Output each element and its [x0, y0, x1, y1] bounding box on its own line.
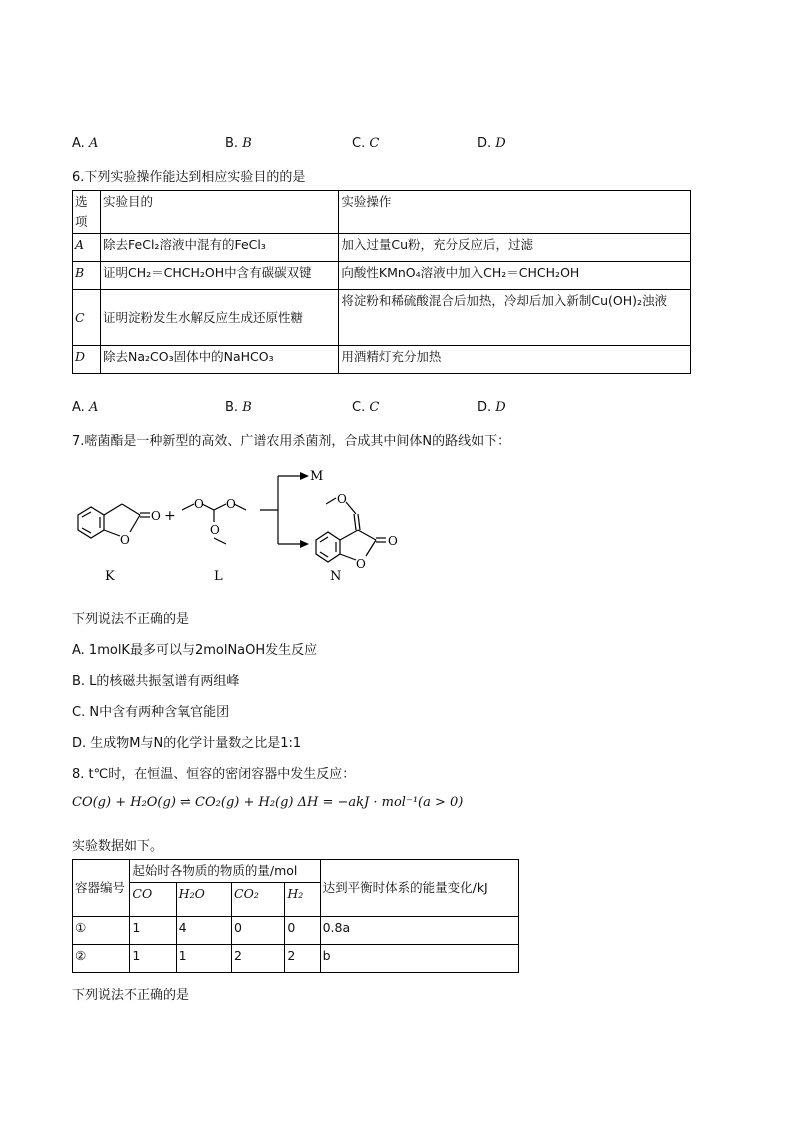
q6-option-d[interactable]: D. D	[477, 400, 506, 415]
l-oxygen-bottom: O	[210, 523, 220, 537]
row-option: D	[75, 349, 86, 364]
n-carbonyl-oxygen: O	[388, 534, 398, 548]
q8-equation: CO(g) + H₂O(g) ⇌ CO₂(g) + H₂(g) ΔH = −akJ · mol⁻¹(a > 0)	[72, 795, 464, 810]
q7-option-d[interactable]: D. 生成物M与N的化学计量数之比是1:1	[72, 736, 302, 751]
q5-option-c[interactable]: C. C	[352, 136, 380, 151]
row-goal: 除去FeCl₂溶液中混有的FeCl₃	[101, 234, 339, 262]
q7-reaction-scheme	[60, 458, 460, 590]
q7-ask: 下列说法不正确的是	[72, 612, 190, 627]
container-id: ②	[73, 945, 130, 973]
k-carbonyl-oxygen: O	[151, 509, 161, 523]
q7-option-b[interactable]: B. L的核磁共振氢谱有两组峰	[72, 674, 240, 689]
q5-option-d[interactable]: D. D	[477, 136, 506, 151]
cell-co: 1	[130, 917, 176, 945]
row-goal: 除去Na₂CO₃固体中的NaHCO₃	[101, 346, 339, 374]
header-energy-change: 达到平衡时体系的能量变化/kJ	[320, 860, 518, 917]
k-ring-oxygen: O	[120, 533, 130, 547]
q5-option-b[interactable]: B. B	[225, 136, 252, 151]
q6-stem: 6.下列实验操作能达到相应实验目的的是	[72, 170, 306, 185]
plus-sign: +	[164, 508, 176, 524]
table-row	[73, 262, 691, 290]
species-co: CO	[132, 886, 153, 901]
table-row	[73, 945, 519, 973]
row-option: A	[75, 237, 85, 252]
cell-h2: 0	[285, 917, 320, 945]
product-m-label: M	[310, 469, 324, 484]
q8-stem: 8. t℃时，在恒温、恒容的密闭容器中发生反应：	[72, 767, 356, 782]
table-row	[73, 290, 691, 346]
compound-k-label: K	[105, 569, 115, 584]
header-start-amount: 起始时各物质的物质的量/mol	[130, 860, 320, 883]
q6-option-b[interactable]: B. B	[225, 400, 252, 415]
q8-ask: 下列说法不正确的是	[72, 988, 190, 1003]
row-goal: 证明CH₂＝CHCH₂OH中含有碳碳双键	[101, 262, 339, 290]
q7-option-c[interactable]: C. N中含有两种含氧官能团	[72, 705, 230, 720]
species-h2: H₂	[287, 886, 304, 901]
q7-stem: 7.嘧菌酯是一种新型的高效、广谱农用杀菌剂，合成其中间体N的路线如下：	[72, 434, 511, 449]
species-h2o: H₂O	[178, 886, 205, 901]
n-methoxy-oxygen: O	[337, 492, 347, 506]
row-operation: 用酒精灯充分加热	[339, 346, 691, 374]
cell-co: 1	[130, 945, 176, 973]
cell-energy: 0.8a	[320, 917, 518, 945]
q6-option-a[interactable]: A. A	[72, 400, 99, 415]
compound-n-label: N	[330, 569, 342, 584]
row-operation: 将淀粉和稀硫酸混合后加热，冷却后加入新制Cu(OH)₂浊液	[339, 290, 691, 346]
q8-table	[72, 859, 519, 973]
l-oxygen-right: O	[226, 497, 236, 511]
cell-co2: 0	[232, 917, 285, 945]
table-row	[73, 917, 519, 945]
header-operation: 实验操作	[339, 191, 691, 234]
species-co2: CO₂	[234, 886, 259, 901]
cell-co2: 2	[232, 945, 285, 973]
row-option: B	[75, 265, 85, 280]
row-option: C	[75, 309, 85, 325]
row-operation: 向酸性KMnO₄溶液中加入CH₂＝CHCH₂OH	[339, 262, 691, 290]
q7-option-a[interactable]: A. 1molK最多可以与2molNaOH发生反应	[72, 643, 318, 658]
row-operation: 加入过量Cu粉，充分反应后，过滤	[339, 234, 691, 262]
cell-h2o: 4	[176, 917, 231, 945]
table-row	[73, 234, 691, 262]
table-header-row	[73, 191, 691, 234]
n-ring-oxygen: O	[356, 557, 366, 571]
l-oxygen-left: O	[194, 497, 204, 511]
q8-data-intro: 实验数据如下。	[72, 839, 164, 854]
q6-table	[72, 190, 691, 374]
header-goal: 实验目的	[101, 191, 339, 234]
q5-option-a[interactable]: A. A	[72, 136, 99, 151]
table-row	[73, 346, 691, 374]
q6-option-c[interactable]: C. C	[352, 400, 380, 415]
row-goal: 证明淀粉发生水解反应生成还原性糖	[101, 290, 339, 346]
header-option: 选项	[73, 191, 101, 234]
compound-l-label: L	[214, 569, 223, 584]
cell-h2o: 1	[176, 945, 231, 973]
container-id: ①	[73, 917, 130, 945]
header-container: 容器编号	[73, 860, 130, 917]
cell-energy: b	[320, 945, 518, 973]
cell-h2: 2	[285, 945, 320, 973]
